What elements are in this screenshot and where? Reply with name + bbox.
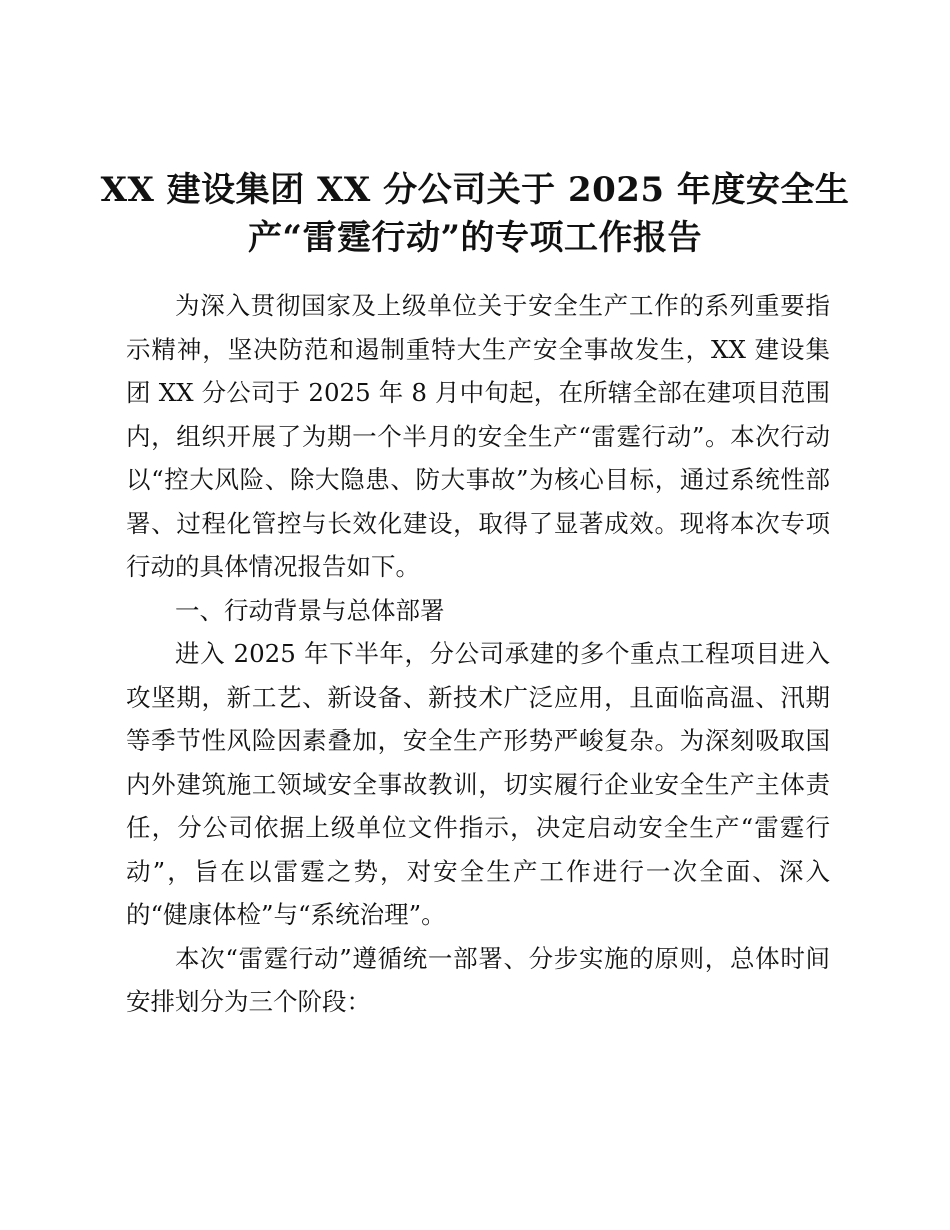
intro-paragraph: 为深入贯彻国家及上级单位关于安全生产工作的系列重要指示精神，坚决防范和遏制重特大生产安全事故发生，XX 建设集团 XX 分公司于 2025 年 8 月中旬起，在所辖全部在建项目范围内，组织开展了为期一个半月的安全生产“雷霆行动”。本次行动以“控大风险、除大隐患、防大事故”为核心目标，通过系统性部署、过程化管控与长效化建设，取得了显著成效。现将本次专项行动的具体情况报告如下。 — [126, 291, 830, 581]
document-body — [126, 284, 830, 1024]
section-heading: 一、行动背景与总体部署 — [175, 595, 445, 625]
schedule-paragraph: 本次“雷霆行动”遵循统一部署、分步实施的原则，总体时间安排划分为三个阶段： — [126, 943, 830, 1016]
background-paragraph: 进入 2025 年下半年，分公司承建的多个重点工程项目进入攻坚期，新工艺、新设备、新技术广泛应用，且面临高温、汛期等季节性风险因素叠加，安全生产形势严峻复杂。为深刻吸取国内外建筑施工领域安全事故教训，切实履行企业安全生产主体责任，分公司依据上级单位文件指示，决定启动安全生产“雷霆行动”，旨在以雷霆之势，对安全生产工作进行一次全面、深入的“健康体检”与“系统治理”。 — [126, 639, 830, 929]
document-title: XX 建设集团 XX 分公司关于 2025 年度安全生产“雷霆行动”的专项工作报告 — [100, 170, 850, 258]
